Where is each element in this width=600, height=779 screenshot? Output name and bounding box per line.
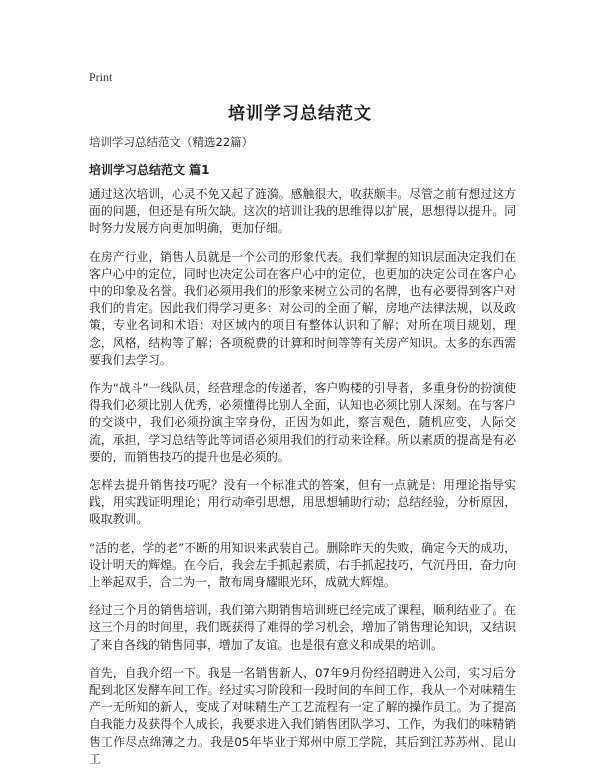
article-body bbox=[89, 186, 516, 779]
paragraph: “活的老，学的老”不断的用知识来武装自己。删除昨天的失败，确定今天的成功，设计明天的辉煌。在今后，我会左手抓起素质，右手抓起技巧，气沉丹田，奋力向上举起双手，合二为一，散布周身耀眼光环，成就大辉煌。 bbox=[89, 540, 516, 590]
paragraph: 在房产行业，销售人员就是一个公司的形象代表。我们掌握的知识层面决定我们在客户心中的定位，同时也决定公司在客户心中的定位，也更加的决定公司在客户心中的印象及名誉。我们必须用我们的形象来树立公司的名牌，也有必要得到客户对我们的肯定。因此我们得学习更多：对公司的全面了解，房地产法律法规，以及政策，专业名词和术语：对区域内的项目有整体认识和了解；对所在项目规划，理念，风格，结构等了解；各项税费的计算和时间等等有关房产知识。太多的东西需要我们去学习。 bbox=[89, 249, 516, 367]
paragraph: 经过三个月的销售培训，我们第六期销售培训班已经完成了课程，顺利结业了。在这三个月的时间里，我们既获得了难得的学习机会，增加了销售理论知识，又结识了来自各线的销售同事，增加了友谊。也是很有意义和成果的培训。 bbox=[89, 603, 516, 652]
page-title: 培训学习总结范文 bbox=[228, 104, 372, 124]
paragraph: 作为“战斗”一线队员，经营理念的传递者，客户购楼的引导者，多重身份的扮演使得我们必须比别人优秀，必须懂得比别人全面，认知也必须比别人深刻。在与客户的交谈中，我们必须扮演主宰身份，正因为如此，察言观色，随机应变，人际交流，承担，学习总结等此等词语必须用我们的行动来诠释。所以素质的提高是有必要的，而销售技巧的提升也是必须的。 bbox=[89, 381, 516, 464]
print-label: Print bbox=[89, 70, 113, 84]
paragraph: 怎样去提升销售技巧呢？没有一个标准式的答案，但有一点就是：用理论指导实践，用实践证明理论；用行动牵引思想，用思想辅助行动；总结经验，分析原因，吸取教训。 bbox=[89, 478, 516, 527]
paragraph: 首先，自我介绍一下。我是一名销售新人，07年9月份经招聘进入公司，实习后分配到北区发酵车间工作。经过实习阶段和一段时间的车间工作，我从一个对味精生产一无所知的新人，变成了对味精生产工艺流程有一定了解的操作员工。为了提高自我能力及获得个人成长，我要求进入我们销售团队学习、工作，为我们的味精销售工作尽点绵薄之力。我是05年毕业于郑州中原工学院，其后到江苏苏州、昆山工 bbox=[89, 665, 516, 766]
section-heading: 培训学习总结范文 篇1 bbox=[89, 163, 210, 177]
document-subtitle: 培训学习总结范文（精选22篇） bbox=[89, 135, 254, 149]
paragraph: 通过这次培训，心灵不免又起了涟漪。感触很大，收获颇丰。尽管之前有想过这方面的问题，但还是有所欠缺。这次的培训让我的思维得以扩展，思想得以提升。同时努力发展方向更加明确，更加仔细。 bbox=[89, 187, 516, 236]
